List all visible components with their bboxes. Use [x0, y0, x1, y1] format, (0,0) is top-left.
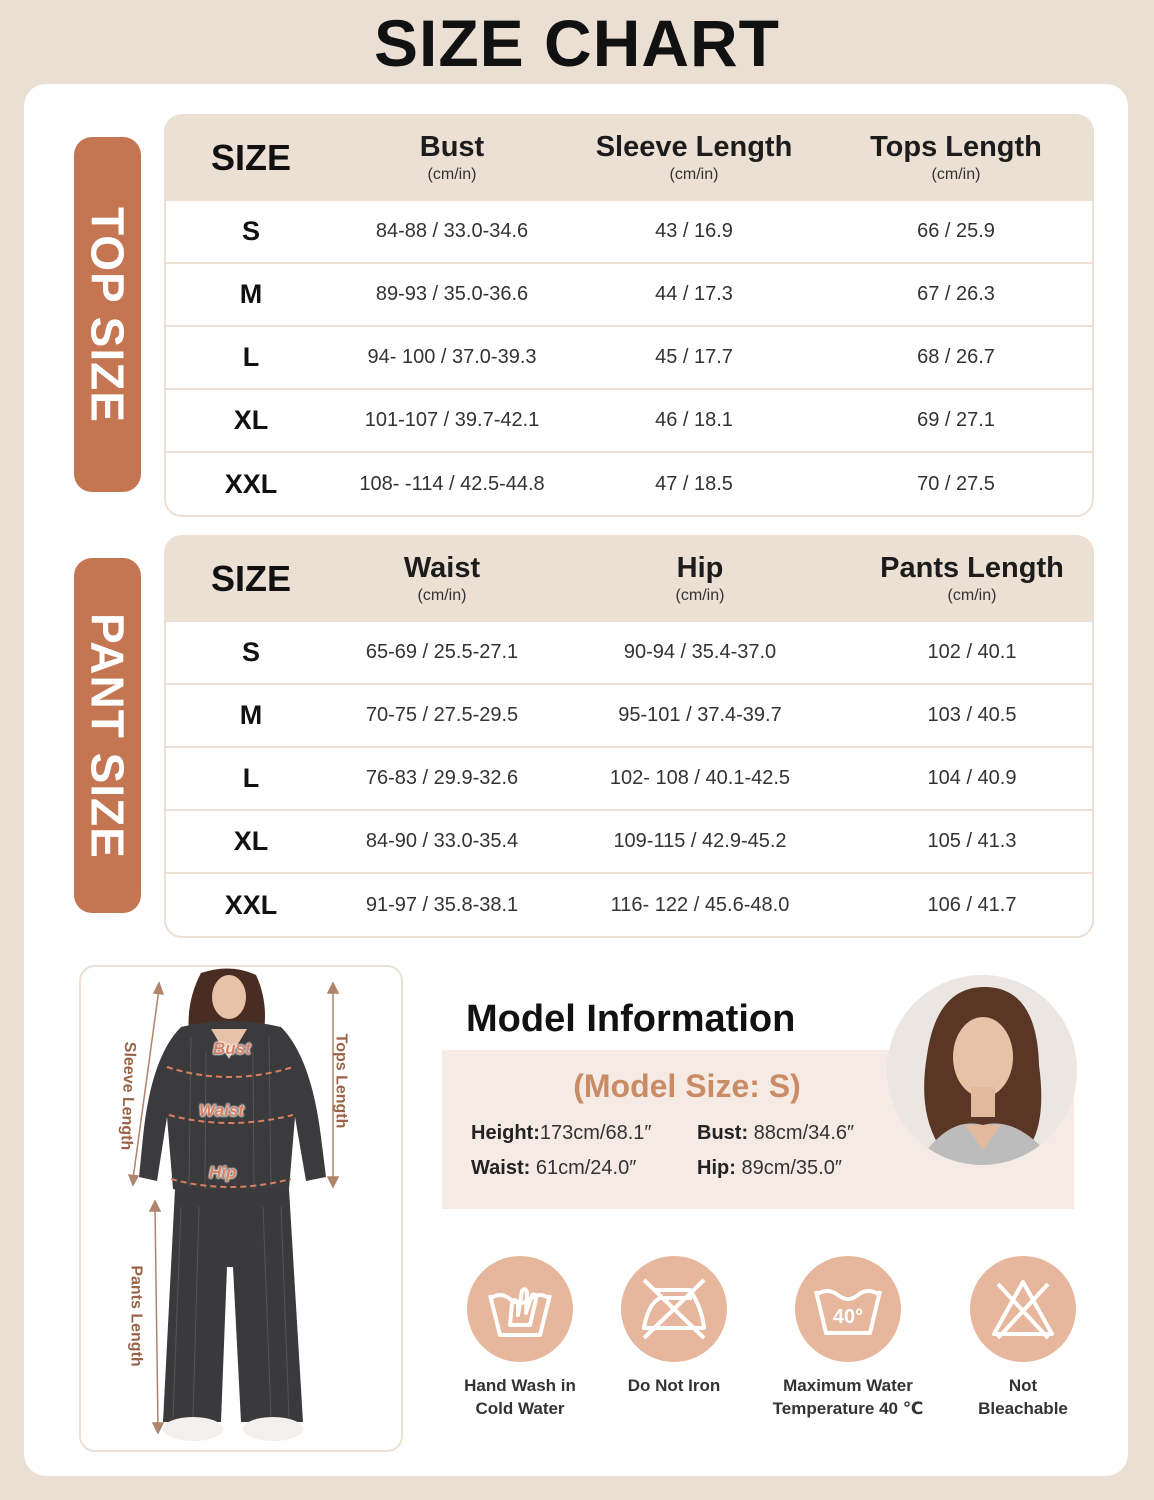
tops-length-cell: 69 / 27.1: [917, 409, 995, 431]
size-cell: XL: [233, 826, 269, 856]
care-do-not-iron: [584, 1256, 764, 1397]
table-row: [166, 810, 1092, 873]
table-row: [166, 200, 1092, 263]
bust-cell: 84-88 / 33.0-34.6: [375, 220, 529, 242]
top-size-table: [164, 114, 1094, 517]
waist-cell: 70-75 / 27.5-29.5: [365, 704, 519, 726]
table-row: [166, 326, 1092, 389]
tops-length-cell: 70 / 27.5: [917, 472, 995, 495]
pants-length-header: Pants Length (cm/in): [880, 551, 1064, 604]
size-header: SIZE: [210, 557, 291, 599]
top-size-tab: [74, 137, 141, 492]
waist-cell: 76-83 / 29.9-32.6: [365, 767, 519, 789]
pant-size-tab: [74, 558, 141, 913]
pants-length-cell: 103 / 40.5: [927, 704, 1017, 726]
bust-cell: 89-93 / 35.0-36.6: [375, 283, 529, 305]
model-size: (Model Size: S): [573, 1068, 801, 1104]
size-cell: L: [242, 763, 260, 793]
sleeve-cell: 44 / 17.3: [655, 283, 733, 305]
hip-header: Hip (cm/in): [675, 551, 725, 604]
waist-cell: 84-90 / 33.0-35.4: [365, 830, 519, 852]
tops-length-label: Tops Length: [332, 1033, 350, 1129]
bust-stat: Bust: 88cm/34.6″: [697, 1122, 855, 1144]
bust-cell: 101-107 / 39.7-42.1: [364, 409, 540, 431]
hip-cell: 109-115 / 42.9-45.2: [613, 830, 787, 852]
size-cell: S: [241, 637, 260, 667]
bust-tag: Bust: [213, 1039, 251, 1058]
hip-cell: 116- 122 / 45.6-48.0: [610, 893, 790, 916]
care-label: Not Bleachable: [978, 1376, 1068, 1418]
table-row: [166, 389, 1092, 452]
hip-cell: 90-94 / 35.4-37.0: [623, 641, 777, 663]
sleeve-length-header: Sleeve Length (cm/in): [595, 130, 793, 183]
size-header: SIZE: [210, 136, 291, 178]
care-label: Hand Wash in Cold Water: [464, 1376, 576, 1418]
height-stat: Height:173cm/68.1″: [471, 1122, 652, 1144]
bust-cell: 94- 100 / 37.0-39.3: [367, 346, 537, 368]
size-cell: XXL: [224, 468, 278, 499]
sleeve-length-label: Sleeve Length: [117, 1041, 139, 1151]
wash-40-icon: [795, 1256, 901, 1362]
model-figure-frame: [79, 965, 403, 1452]
sleeve-cell: 47 / 18.5: [655, 472, 733, 495]
table-row: [166, 747, 1092, 810]
waist-stat: Waist: 61cm/24.0″: [471, 1157, 637, 1179]
pant-table-header: [166, 537, 1092, 621]
hip-stat: Hip: 89cm/35.0″: [697, 1157, 842, 1179]
bust-header: Bust (cm/in): [419, 130, 485, 183]
waist-header: Waist (cm/in): [403, 551, 481, 604]
hip-cell: 95-101 / 37.4-39.7: [618, 704, 782, 726]
waist-tag: Waist: [199, 1101, 245, 1120]
table-row: [166, 684, 1092, 747]
tops-length-cell: 67 / 26.3: [917, 283, 995, 305]
hand-wash-icon: [467, 1256, 573, 1362]
hip-tag: Hip: [209, 1163, 237, 1182]
table-row: [166, 873, 1092, 936]
sleeve-cell: 46 / 18.1: [655, 409, 733, 431]
size-cell: L: [242, 342, 260, 372]
table-row: [166, 621, 1092, 684]
page-title: SIZE CHART: [374, 6, 780, 80]
tops-length-header: Tops Length (cm/in): [870, 130, 1042, 183]
care-not-bleachable: [933, 1256, 1113, 1420]
sleeve-cell: 45 / 17.7: [655, 346, 733, 368]
pants-length-cell: 106 / 41.7: [927, 893, 1017, 916]
size-cell: M: [239, 279, 263, 309]
wash-temp-badge: 40°: [832, 1306, 864, 1328]
care-wash-40: [758, 1256, 938, 1420]
size-cell: M: [239, 700, 263, 730]
not-bleachable-icon: [970, 1256, 1076, 1362]
pant-size-table: [164, 535, 1094, 938]
size-cell: S: [241, 216, 260, 246]
model-information-title: Model Information: [466, 998, 796, 1040]
waist-cell: 91-97 / 35.8-38.1: [365, 893, 519, 916]
tops-length-cell: 66 / 25.9: [917, 220, 995, 242]
tops-length-cell: 68 / 26.7: [917, 346, 995, 368]
bust-cell: 108- -114 / 42.5-44.8: [359, 472, 545, 495]
pant-size-tab-label: PANT SIZE: [81, 612, 134, 859]
table-row: [166, 452, 1092, 515]
waist-cell: 65-69 / 25.5-27.1: [365, 641, 519, 663]
top-size-tab-label: TOP SIZE: [81, 206, 134, 423]
pants-length-cell: 104 / 40.9: [927, 767, 1017, 789]
size-cell: XXL: [224, 889, 278, 920]
care-label: Do Not Iron: [627, 1376, 721, 1395]
pants-length-cell: 102 / 40.1: [927, 641, 1017, 663]
pants-length-label: Pants Length: [127, 1265, 145, 1367]
pants-length-cell: 105 / 41.3: [927, 830, 1017, 852]
hip-cell: 102- 108 / 40.1-42.5: [609, 767, 791, 789]
care-label: Maximum Water Temperature 40 ℃: [772, 1376, 924, 1418]
top-table-header: [166, 116, 1092, 200]
table-row: [166, 263, 1092, 326]
care-hand-wash: [430, 1256, 610, 1420]
do-not-iron-icon: [621, 1256, 727, 1362]
sleeve-cell: 43 / 16.9: [655, 220, 733, 242]
model-portrait: [887, 975, 1077, 1165]
size-cell: XL: [233, 405, 269, 435]
